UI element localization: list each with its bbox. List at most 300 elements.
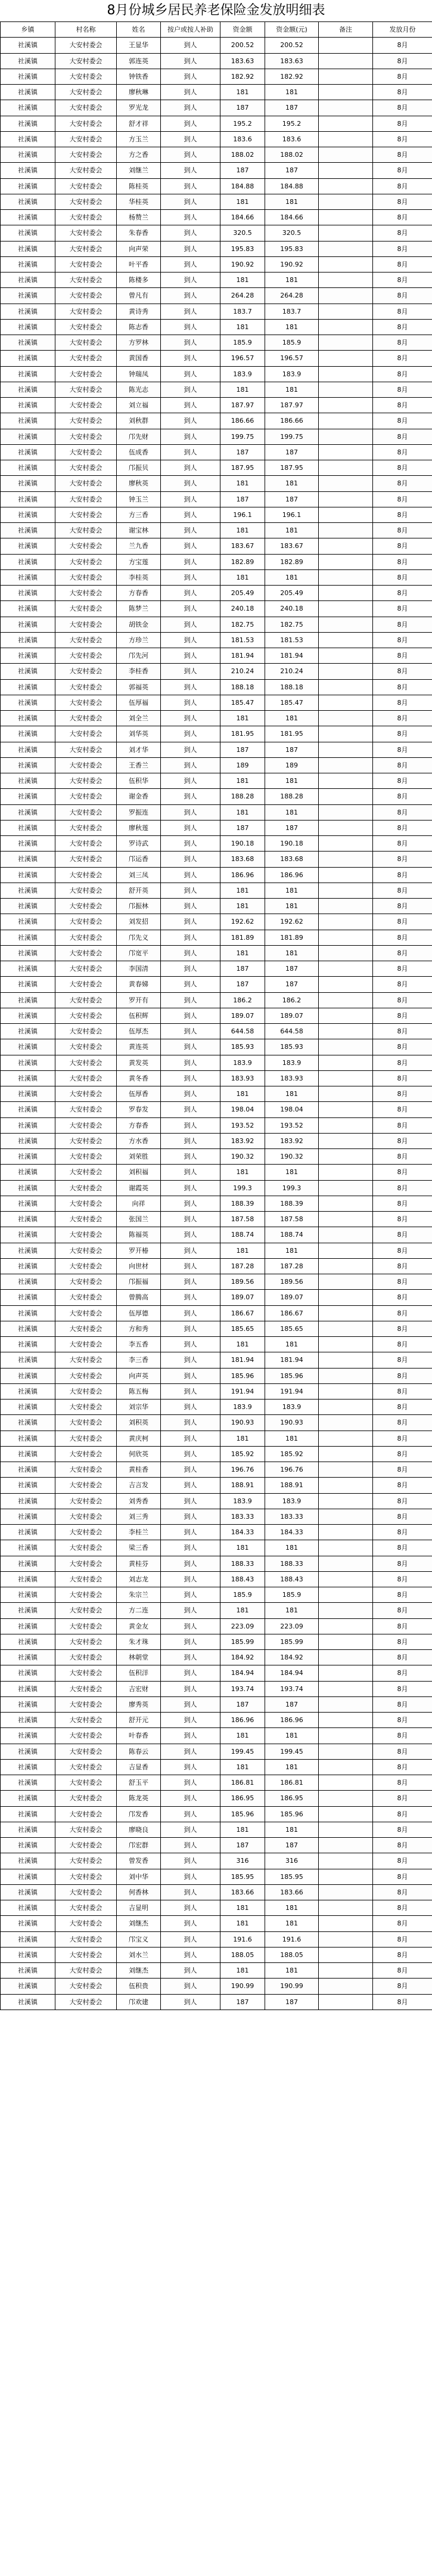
- cell-amount: 181.53: [220, 632, 265, 648]
- table-row: [1, 1446, 432, 1462]
- cell-name: 陈五梅: [117, 1383, 161, 1399]
- cell-village: 大安村委会: [55, 1337, 117, 1352]
- cell-amount: 181: [220, 945, 265, 961]
- cell-amount: 181: [220, 569, 265, 585]
- cell-name: 梁三香: [117, 1540, 161, 1556]
- cell-note: [319, 1368, 373, 1383]
- table-row: [1, 523, 432, 538]
- cell-note: [319, 836, 373, 852]
- cell-amount: 183.9: [220, 366, 265, 382]
- table-row: [1, 899, 432, 914]
- cell-amount: 186.95: [220, 1791, 265, 1806]
- cell-village: 大安村委会: [55, 1571, 117, 1587]
- cell-month: 8月: [373, 1039, 432, 1055]
- cell-town: 社溪镇: [1, 1478, 55, 1493]
- cell-month: 8月: [373, 1352, 432, 1368]
- cell-village: 大安村委会: [55, 1775, 117, 1791]
- cell-amount: 183.63: [220, 53, 265, 69]
- cell-month: 8月: [373, 1713, 432, 1728]
- cell-village: 大安村委会: [55, 899, 117, 914]
- cell-note: [319, 1713, 373, 1728]
- cell-note: [319, 711, 373, 726]
- table-row: [1, 351, 432, 366]
- cell-note: [319, 945, 373, 961]
- table-row: [1, 53, 432, 69]
- cell-note: [319, 1744, 373, 1759]
- cell-amount: 186.81: [220, 1775, 265, 1791]
- cell-town: 社溪镇: [1, 476, 55, 491]
- cell-month: 8月: [373, 1008, 432, 1023]
- cell-town: 社溪镇: [1, 1587, 55, 1603]
- cell-amount: 184.92: [220, 1650, 265, 1665]
- cell-town: 社溪镇: [1, 617, 55, 632]
- cell-amount: 205.49: [220, 586, 265, 601]
- cell-mode: 到人: [161, 507, 220, 522]
- cell-mode: 到人: [161, 945, 220, 961]
- cell-amount-yuan: 196.76: [265, 1462, 319, 1478]
- cell-mode: 到人: [161, 1368, 220, 1383]
- cell-amount-yuan: 188.18: [265, 679, 319, 695]
- cell-mode: 到人: [161, 476, 220, 491]
- cell-month: 8月: [373, 288, 432, 304]
- cell-note: [319, 38, 373, 53]
- cell-note: [319, 1728, 373, 1744]
- table-row: [1, 632, 432, 648]
- cell-name: 刘继兰: [117, 163, 161, 178]
- cell-amount-yuan: 199.45: [265, 1744, 319, 1759]
- cell-village: 大安村委会: [55, 319, 117, 335]
- cell-amount-yuan: 644.58: [265, 1024, 319, 1039]
- cell-amount: 183.67: [220, 538, 265, 554]
- table-row: [1, 1681, 432, 1696]
- cell-town: 社溪镇: [1, 1759, 55, 1775]
- cell-village: 大安村委会: [55, 69, 117, 84]
- table-row: [1, 804, 432, 820]
- cell-town: 社溪镇: [1, 961, 55, 977]
- cell-name: 叶春香: [117, 1728, 161, 1744]
- table-row: [1, 460, 432, 476]
- cell-mode: 到人: [161, 319, 220, 335]
- cell-amount-yuan: 187: [265, 977, 319, 992]
- cell-note: [319, 523, 373, 538]
- table-row: [1, 491, 432, 507]
- cell-village: 大安村委会: [55, 867, 117, 883]
- cell-note: [319, 1117, 373, 1133]
- cell-name: 郭连英: [117, 53, 161, 69]
- cell-amount-yuan: 189.07: [265, 1008, 319, 1023]
- cell-town: 社溪镇: [1, 789, 55, 804]
- cell-name: 邝宽平: [117, 945, 161, 961]
- cell-month: 8月: [373, 194, 432, 209]
- cell-village: 大安村委会: [55, 711, 117, 726]
- cell-name: 何欣英: [117, 1446, 161, 1462]
- cell-amount: 316: [220, 1853, 265, 1869]
- cell-note: [319, 491, 373, 507]
- table-row: [1, 116, 432, 131]
- cell-month: 8月: [373, 1415, 432, 1431]
- cell-town: 社溪镇: [1, 1196, 55, 1211]
- cell-name: 罗开有: [117, 992, 161, 1008]
- cell-month: 8月: [373, 1931, 432, 1947]
- cell-mode: 到人: [161, 1525, 220, 1540]
- cell-town: 社溪镇: [1, 1400, 55, 1415]
- cell-month: 8月: [373, 804, 432, 820]
- cell-note: [319, 382, 373, 397]
- cell-amount: 189.07: [220, 1008, 265, 1023]
- cell-town: 社溪镇: [1, 1728, 55, 1744]
- table-row: [1, 1337, 432, 1352]
- cell-amount-yuan: 181: [265, 476, 319, 491]
- cell-mode: 到人: [161, 1102, 220, 1117]
- cell-mode: 到人: [161, 914, 220, 930]
- cell-note: [319, 429, 373, 444]
- cell-name: 钟瑞凤: [117, 366, 161, 382]
- cell-note: [319, 147, 373, 163]
- cell-month: 8月: [373, 1744, 432, 1759]
- cell-village: 大安村委会: [55, 695, 117, 710]
- cell-name: 邝欢建: [117, 1994, 161, 2010]
- cell-amount: 181: [220, 1916, 265, 1931]
- table-row: [1, 1744, 432, 1759]
- cell-mode: 到人: [161, 1884, 220, 1900]
- cell-village: 大安村委会: [55, 1587, 117, 1603]
- table-row: [1, 256, 432, 272]
- cell-name: 谢金香: [117, 789, 161, 804]
- cell-town: 社溪镇: [1, 1008, 55, 1023]
- table-row: [1, 1525, 432, 1540]
- table-row: [1, 1603, 432, 1618]
- cell-mode: 到人: [161, 273, 220, 288]
- cell-note: [319, 1290, 373, 1305]
- table-row: [1, 131, 432, 147]
- table-row: [1, 836, 432, 852]
- cell-village: 大安村委会: [55, 1415, 117, 1431]
- cell-village: 大安村委会: [55, 1039, 117, 1055]
- cell-note: [319, 726, 373, 742]
- cell-town: 社溪镇: [1, 1869, 55, 1884]
- table-row: [1, 1196, 432, 1211]
- cell-mode: 到人: [161, 1133, 220, 1148]
- cell-amount-yuan: 181: [265, 1086, 319, 1102]
- header-note: 备注: [319, 22, 373, 38]
- cell-note: [319, 241, 373, 256]
- cell-amount-yuan: 181.94: [265, 648, 319, 664]
- cell-amount-yuan: 196.57: [265, 351, 319, 366]
- cell-mode: 到人: [161, 1556, 220, 1571]
- cell-mode: 到人: [161, 85, 220, 100]
- cell-mode: 到人: [161, 977, 220, 992]
- cell-mode: 到人: [161, 116, 220, 131]
- header-amount: 资金额: [220, 22, 265, 38]
- table-row: [1, 1665, 432, 1681]
- cell-village: 大安村委会: [55, 1133, 117, 1148]
- cell-town: 社溪镇: [1, 1415, 55, 1431]
- cell-amount: 181.94: [220, 648, 265, 664]
- cell-name: 罗振连: [117, 804, 161, 820]
- cell-name: 舒才祥: [117, 116, 161, 131]
- table-row: [1, 1352, 432, 1368]
- cell-town: 社溪镇: [1, 1024, 55, 1039]
- cell-name: 罗诗武: [117, 836, 161, 852]
- cell-town: 社溪镇: [1, 1650, 55, 1665]
- cell-amount-yuan: 189: [265, 757, 319, 773]
- cell-name: 刘水兰: [117, 1947, 161, 1962]
- cell-amount-yuan: 264.28: [265, 288, 319, 304]
- cell-amount-yuan: 185.9: [265, 1587, 319, 1603]
- cell-mode: 到人: [161, 1963, 220, 1979]
- cell-mode: 到人: [161, 883, 220, 898]
- cell-amount-yuan: 187: [265, 491, 319, 507]
- cell-note: [319, 1180, 373, 1196]
- cell-name: 刘继杰: [117, 1963, 161, 1979]
- table-row: [1, 1227, 432, 1243]
- cell-village: 大安村委会: [55, 664, 117, 679]
- cell-village: 大安村委会: [55, 1665, 117, 1681]
- cell-month: 8月: [373, 1979, 432, 1994]
- cell-mode: 到人: [161, 1540, 220, 1556]
- table-row: [1, 977, 432, 992]
- table-row: [1, 1947, 432, 1962]
- cell-name: 李三香: [117, 1352, 161, 1368]
- cell-amount-yuan: 181: [265, 1728, 319, 1744]
- cell-amount-yuan: 181.95: [265, 726, 319, 742]
- cell-note: [319, 742, 373, 757]
- cell-name: 罗开椿: [117, 1243, 161, 1258]
- cell-town: 社溪镇: [1, 1838, 55, 1853]
- cell-note: [319, 1243, 373, 1258]
- cell-town: 社溪镇: [1, 100, 55, 116]
- cell-note: [319, 1947, 373, 1962]
- cell-name: 刘三秀: [117, 1509, 161, 1524]
- cell-month: 8月: [373, 632, 432, 648]
- cell-town: 社溪镇: [1, 1634, 55, 1649]
- cell-town: 社溪镇: [1, 742, 55, 757]
- cell-town: 社溪镇: [1, 1744, 55, 1759]
- cell-amount-yuan: 186.66: [265, 413, 319, 429]
- cell-village: 大安村委会: [55, 1400, 117, 1415]
- cell-note: [319, 1540, 373, 1556]
- cell-amount: 196.1: [220, 507, 265, 522]
- cell-name: 邝运香: [117, 852, 161, 867]
- header-row: [1, 22, 432, 38]
- cell-town: 社溪镇: [1, 69, 55, 84]
- cell-mode: 到人: [161, 382, 220, 397]
- cell-mode: 到人: [161, 664, 220, 679]
- cell-month: 8月: [373, 1571, 432, 1587]
- cell-note: [319, 961, 373, 977]
- cell-town: 社溪镇: [1, 116, 55, 131]
- cell-month: 8月: [373, 1086, 432, 1102]
- cell-name: 曾腾高: [117, 1290, 161, 1305]
- cell-town: 社溪镇: [1, 351, 55, 366]
- cell-town: 社溪镇: [1, 413, 55, 429]
- cell-amount-yuan: 190.92: [265, 256, 319, 272]
- cell-amount-yuan: 181: [265, 1431, 319, 1446]
- cell-note: [319, 1681, 373, 1696]
- table-row: [1, 1180, 432, 1196]
- table-row: [1, 178, 432, 194]
- cell-mode: 到人: [161, 1979, 220, 1994]
- table-row: [1, 476, 432, 491]
- cell-amount: 181.89: [220, 930, 265, 945]
- cell-mode: 到人: [161, 460, 220, 476]
- cell-amount: 187: [220, 1994, 265, 2010]
- table-row: [1, 711, 432, 726]
- cell-town: 社溪镇: [1, 225, 55, 241]
- table-row: [1, 1963, 432, 1979]
- cell-amount: 184.94: [220, 1665, 265, 1681]
- table-row: [1, 1165, 432, 1180]
- cell-note: [319, 1916, 373, 1931]
- cell-town: 社溪镇: [1, 1462, 55, 1478]
- cell-town: 社溪镇: [1, 1931, 55, 1947]
- cell-mode: 到人: [161, 757, 220, 773]
- cell-note: [319, 1133, 373, 1148]
- cell-name: 邝先财: [117, 429, 161, 444]
- cell-name: 陈桂英: [117, 178, 161, 194]
- cell-mode: 到人: [161, 899, 220, 914]
- cell-name: 廖晓良: [117, 1822, 161, 1837]
- cell-mode: 到人: [161, 1165, 220, 1180]
- cell-town: 社溪镇: [1, 53, 55, 69]
- header-amount-yuan: 资金额(元): [265, 22, 319, 38]
- cell-town: 社溪镇: [1, 273, 55, 288]
- cell-amount: 189: [220, 757, 265, 773]
- cell-name: 邝振福: [117, 1274, 161, 1290]
- cell-town: 社溪镇: [1, 1775, 55, 1791]
- cell-town: 社溪镇: [1, 1884, 55, 1900]
- cell-amount-yuan: 184.94: [265, 1665, 319, 1681]
- cell-town: 社溪镇: [1, 804, 55, 820]
- cell-amount-yuan: 193.74: [265, 1681, 319, 1696]
- cell-village: 大安村委会: [55, 38, 117, 53]
- cell-mode: 到人: [161, 178, 220, 194]
- cell-month: 8月: [373, 1525, 432, 1540]
- cell-village: 大安村委会: [55, 1759, 117, 1775]
- cell-mode: 到人: [161, 1258, 220, 1274]
- cell-note: [319, 1493, 373, 1509]
- cell-amount-yuan: 240.18: [265, 601, 319, 617]
- cell-name: 方春香: [117, 586, 161, 601]
- cell-name: 刘秋群: [117, 413, 161, 429]
- cell-name: 谢霞英: [117, 1180, 161, 1196]
- cell-amount-yuan: 198.04: [265, 1102, 319, 1117]
- cell-amount-yuan: 200.52: [265, 38, 319, 53]
- cell-village: 大安村委会: [55, 1869, 117, 1884]
- cell-note: [319, 273, 373, 288]
- cell-name: 刘积英: [117, 1415, 161, 1431]
- cell-month: 8月: [373, 961, 432, 977]
- cell-amount-yuan: 185.93: [265, 1039, 319, 1055]
- cell-month: 8月: [373, 1556, 432, 1571]
- cell-note: [319, 930, 373, 945]
- cell-amount: 184.66: [220, 210, 265, 225]
- cell-month: 8月: [373, 1884, 432, 1900]
- header-village: 村名称: [55, 22, 117, 38]
- cell-mode: 到人: [161, 366, 220, 382]
- cell-mode: 到人: [161, 930, 220, 945]
- cell-note: [319, 1696, 373, 1712]
- cell-mode: 到人: [161, 1321, 220, 1336]
- cell-town: 社溪镇: [1, 210, 55, 225]
- cell-month: 8月: [373, 1791, 432, 1806]
- cell-town: 社溪镇: [1, 648, 55, 664]
- cell-note: [319, 1102, 373, 1117]
- cell-mode: 到人: [161, 1149, 220, 1165]
- cell-name: 向声荣: [117, 241, 161, 256]
- cell-amount-yuan: 183.92: [265, 1133, 319, 1148]
- cell-amount-yuan: 196.1: [265, 507, 319, 522]
- table-row: [1, 1540, 432, 1556]
- cell-village: 大安村委会: [55, 1274, 117, 1290]
- cell-name: 刘三凤: [117, 867, 161, 883]
- cell-village: 大安村委会: [55, 538, 117, 554]
- cell-month: 8月: [373, 852, 432, 867]
- cell-amount: 187: [220, 444, 265, 460]
- cell-name: 邝宏群: [117, 1838, 161, 1853]
- cell-amount-yuan: 188.39: [265, 1196, 319, 1211]
- cell-town: 社溪镇: [1, 1665, 55, 1681]
- cell-village: 大安村委会: [55, 1008, 117, 1023]
- cell-name: 黄桂香: [117, 1462, 161, 1478]
- table-row: [1, 100, 432, 116]
- cell-village: 大安村委会: [55, 1822, 117, 1837]
- cell-month: 8月: [373, 413, 432, 429]
- cell-amount-yuan: 186.81: [265, 1775, 319, 1791]
- cell-month: 8月: [373, 178, 432, 194]
- cell-note: [319, 1086, 373, 1102]
- cell-town: 社溪镇: [1, 664, 55, 679]
- cell-name: 邝宝义: [117, 1931, 161, 1947]
- table-row: [1, 507, 432, 522]
- cell-note: [319, 1618, 373, 1634]
- cell-mode: 到人: [161, 1728, 220, 1744]
- cell-village: 大安村委会: [55, 914, 117, 930]
- table-row: [1, 319, 432, 335]
- cell-name: 刘立福: [117, 398, 161, 413]
- cell-village: 大安村委会: [55, 1618, 117, 1634]
- cell-amount-yuan: 186.67: [265, 1305, 319, 1321]
- table-row: [1, 1979, 432, 1994]
- cell-month: 8月: [373, 1243, 432, 1258]
- cell-amount-yuan: 185.9: [265, 335, 319, 351]
- cell-mode: 到人: [161, 867, 220, 883]
- cell-amount: 187.28: [220, 1258, 265, 1274]
- cell-village: 大安村委会: [55, 1900, 117, 1916]
- cell-month: 8月: [373, 617, 432, 632]
- table-row: [1, 538, 432, 554]
- cell-month: 8月: [373, 131, 432, 147]
- cell-note: [319, 1227, 373, 1243]
- cell-village: 大安村委会: [55, 1180, 117, 1196]
- cell-month: 8月: [373, 1994, 432, 2010]
- cell-village: 大安村委会: [55, 131, 117, 147]
- cell-village: 大安村委会: [55, 1086, 117, 1102]
- cell-amount-yuan: 186.2: [265, 992, 319, 1008]
- cell-month: 8月: [373, 1838, 432, 1853]
- cell-note: [319, 867, 373, 883]
- cell-village: 大安村委会: [55, 1352, 117, 1368]
- cell-town: 社溪镇: [1, 429, 55, 444]
- cell-village: 大安村委会: [55, 1979, 117, 1994]
- cell-month: 8月: [373, 648, 432, 664]
- cell-month: 8月: [373, 210, 432, 225]
- cell-month: 8月: [373, 256, 432, 272]
- cell-mode: 到人: [161, 1462, 220, 1478]
- cell-name: 邝先义: [117, 930, 161, 945]
- cell-amount-yuan: 182.75: [265, 617, 319, 632]
- cell-mode: 到人: [161, 1305, 220, 1321]
